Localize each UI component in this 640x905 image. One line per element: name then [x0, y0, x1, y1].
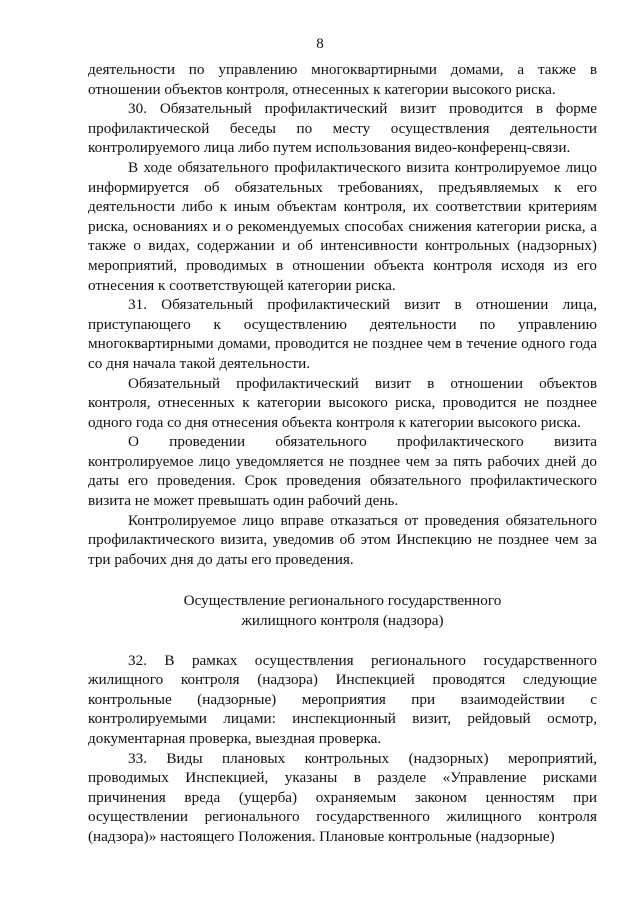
paragraph-continuation: деятельности по управлению многоквартирными домами, а также в отношении объектов контроля, отнесенных к категории высокого риска.: [88, 61, 597, 98]
paragraph-item-31: 31. Обязательный профилактический визит в отношении лица, приступающего к осуществлению деятельности по управлению многоквартирными домами, проводится не позднее чем в течение одного года со дня начала такой деятельности.: [88, 296, 597, 372]
section-heading: [88, 591, 597, 630]
paragraph-notification: О проведении обязательного профилактического визита контролируемое лицо уведомляется не позднее чем за пять рабочих дней до даты его проведения. Срок проведения обязательного профилактического визита не может превышать один рабочий день.: [88, 433, 597, 510]
section-heading-line-2: жилищного контроля (надзора): [241, 612, 444, 630]
document-body: [88, 60, 597, 847]
page-number: 8: [316, 36, 324, 52]
paragraph-item-33: 33. Виды плановых контрольных (надзорных) мероприятий, проводимых Инспекцией, указаны в разделе «Управление рисками причинения вреда (ущерба) охраняемым законом ценностям при осуществлении регионального государственного жилищного контроля (надзора)» настоящего Положения. Плановые контрольные (надзорные): [88, 749, 597, 845]
section-heading-line-1: Осуществление регионального государственного: [183, 592, 502, 610]
paragraph-item-32: 32. В рамках осуществления регионального государственного жилищного контроля (надзора) Инспекцией проводятся следующие контрольные (надзорные) мероприятия при взаимодействии с контролируемыми лицами: инспекционный визит, рейдовый осмотр, документарная проверка, выездная проверка.: [88, 651, 597, 747]
paragraph-visit-content: В ходе обязательного профилактического визита контролируемое лицо информируется об обязательных требованиях, предъявляемых к его деятельности либо к иным объектам контроля, их соответствии критериям риска, основаниях и о рекомендуемых способах снижения категории риска, а также о видах, содержании и об интенсивности контрольных (надзорных) мероприятий, проводимых в отношении объекта контроля исходя из его отнесения к соответствующей категории риска.: [88, 158, 597, 294]
spacer: [88, 631, 597, 651]
paragraph-item-30: 30. Обязательный профилактический визит проводится в форме профилактической беседы по месту осуществления деятельности контролируемого лица либо путем использования видео-конференц-связи.: [88, 100, 597, 157]
paragraph-high-risk-visit: Обязательный профилактический визит в отношении объектов контроля, отнесенных к категории высокого риска, проводится не позднее одного года со дня отнесения объекта контроля к категории высокого риска.: [88, 374, 597, 431]
paragraph-refusal: Контролируемое лицо вправе отказаться от проведения обязательного профилактического визита, уведомив об этом Инспекцию не позднее чем за три рабочих дня до даты его проведения.: [88, 511, 597, 568]
